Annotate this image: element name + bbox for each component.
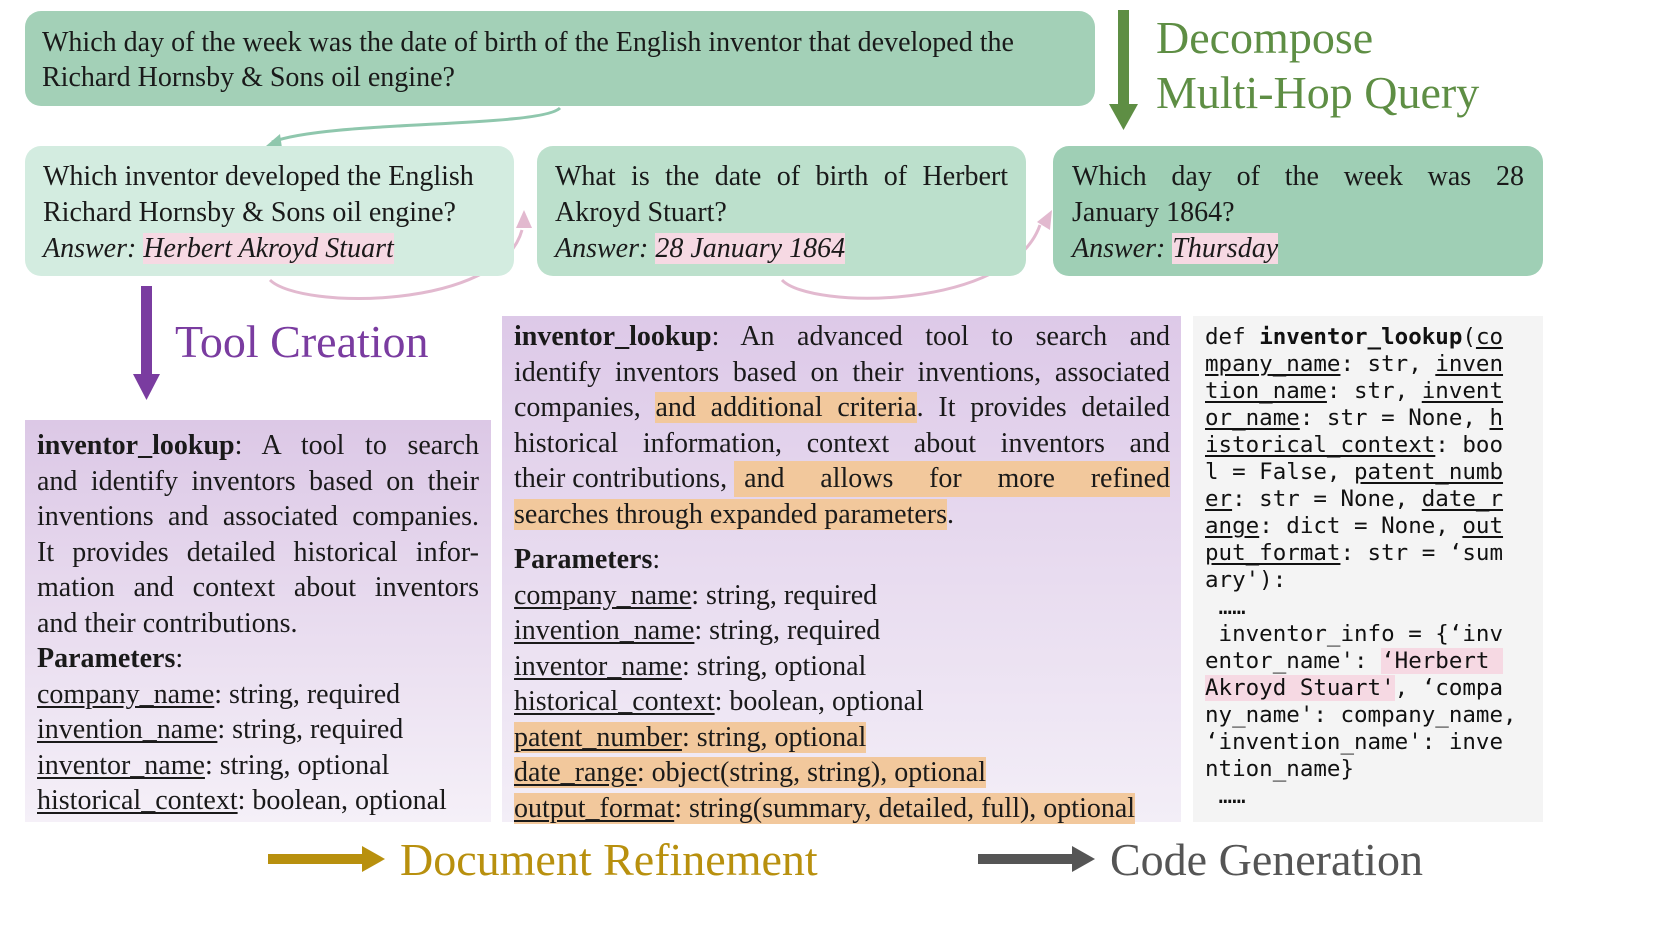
refined-param-row-new bbox=[514, 791, 1170, 827]
code-arg: istorical_context bbox=[1205, 432, 1436, 458]
refined-param-row bbox=[514, 649, 1170, 685]
initial-param-row bbox=[37, 677, 479, 713]
refined-param-name: output_format bbox=[514, 792, 675, 824]
refined-doc-line1-rest: : An advanced tool to search and bbox=[711, 321, 1170, 352]
initial-param-name: historical_context bbox=[37, 785, 238, 816]
code-line-4 bbox=[1205, 405, 1517, 432]
code-function-name: inventor_lookup bbox=[1259, 324, 1463, 350]
refined-param-desc: : object(string, string), optional bbox=[636, 757, 986, 788]
subq1-to-subq2-arrowhead bbox=[516, 210, 532, 228]
subq1-answer-row bbox=[43, 231, 394, 267]
refined-param-new-highlight bbox=[514, 793, 1135, 824]
code-text: : str = None, bbox=[1232, 486, 1422, 512]
code-arg: mpany_name bbox=[1205, 351, 1341, 377]
code-text: : str, bbox=[1326, 378, 1422, 404]
tool-creation-arrow bbox=[131, 286, 163, 402]
subq1-line2: Richard Hornsby & Sons oil engine? bbox=[43, 197, 456, 228]
code-text: : boo bbox=[1435, 432, 1504, 458]
subq1-line1: Which inventor developed the English bbox=[43, 161, 474, 192]
initial-doc-line-1 bbox=[37, 428, 479, 464]
initial-param-row bbox=[37, 748, 479, 784]
refined-doc-line-6 bbox=[514, 497, 1170, 533]
subq3-answer: Thursday bbox=[1172, 233, 1279, 264]
refined-param-new-highlight bbox=[514, 757, 986, 788]
code-arg: date_r bbox=[1421, 486, 1504, 512]
subq1-answer-label: Answer: bbox=[43, 233, 137, 264]
refined-doc-line-4: historical information, context about inventors and bbox=[514, 427, 1170, 459]
code-text: : str = ‘sum bbox=[1340, 540, 1504, 566]
code-line-11: …… bbox=[1205, 594, 1246, 620]
decompose-label-line2: Multi-Hop Query bbox=[1156, 67, 1480, 118]
code-paren: ( bbox=[1462, 324, 1476, 350]
tool-creation-label: Tool Creation bbox=[175, 316, 429, 367]
initial-doc-desc-4: mation and context about inventors bbox=[37, 572, 479, 603]
code-line-12: inventor_info = {‘inv bbox=[1205, 621, 1504, 647]
refined-param-row bbox=[514, 613, 1170, 649]
refined-tool-doc-text bbox=[514, 319, 1170, 826]
code-line-8 bbox=[1205, 513, 1517, 540]
code-line-9 bbox=[1205, 540, 1517, 567]
refined-param-name: historical_context bbox=[514, 686, 715, 717]
refined-tool-doc bbox=[502, 316, 1181, 822]
code-arg: co bbox=[1475, 324, 1504, 350]
refined-param-row-new bbox=[514, 720, 1170, 756]
code-line-14 bbox=[1205, 675, 1517, 702]
initial-param-name: company_name bbox=[37, 678, 215, 710]
code-line-16: ‘invention_name': inve bbox=[1205, 729, 1504, 755]
refined-doc-line6-b: . bbox=[947, 498, 955, 530]
subq2-answer-label: Answer: bbox=[555, 233, 649, 264]
initial-params-heading-row bbox=[37, 641, 479, 677]
code-arg: ange bbox=[1205, 513, 1260, 539]
refined-doc-line-1 bbox=[514, 319, 1170, 355]
initial-param-desc: : string, required bbox=[217, 714, 404, 745]
subq3-line1: Which day of the week was 28 bbox=[1072, 161, 1524, 192]
code-text: : str, bbox=[1340, 351, 1436, 377]
refined-param-new-highlight bbox=[514, 722, 866, 753]
code-line-1 bbox=[1205, 324, 1517, 351]
refined-param-name: invention_name bbox=[514, 615, 695, 646]
refined-doc-line6-highlight: searches through expanded parameters bbox=[514, 498, 948, 530]
main-to-subq1-connector bbox=[272, 108, 560, 142]
code-block bbox=[1205, 324, 1517, 810]
subq3-box bbox=[1053, 146, 1543, 276]
code-line-15: ny_name': company_name, bbox=[1205, 702, 1517, 728]
refined-param-desc: : string, required bbox=[691, 579, 878, 611]
main-query-line1: Which day of the week was the date of birth of the English inventor that developed the bbox=[42, 27, 1014, 58]
code-line-7 bbox=[1205, 486, 1517, 513]
main-query-line2: Richard Hornsby & Sons oil engine? bbox=[42, 62, 455, 93]
refined-param-row bbox=[514, 578, 1170, 614]
refined-param-name: patent_number bbox=[514, 721, 682, 753]
initial-param-desc: : boolean, optional bbox=[237, 785, 447, 816]
code-panel bbox=[1193, 316, 1543, 822]
code-line-17: ntion_name} bbox=[1205, 756, 1355, 782]
refined-doc-line5-highlight: and allows for more refined bbox=[734, 461, 1170, 497]
subq1-answer: Herbert Akroyd Stuart bbox=[143, 233, 394, 264]
initial-params-colon: : bbox=[175, 643, 184, 674]
initial-params-heading: Parameters bbox=[37, 643, 176, 674]
initial-doc-desc-3: It provides detailed historical infor- bbox=[37, 536, 479, 568]
subq2-line1: What is the date of birth of Herbert bbox=[555, 161, 1008, 192]
code-line-10: ary'): bbox=[1205, 567, 1287, 593]
initial-tool-doc bbox=[25, 420, 491, 822]
initial-param-desc: : string, optional bbox=[204, 749, 390, 781]
code-highlight: Akroyd Stuart' bbox=[1205, 675, 1395, 701]
code-line-3 bbox=[1205, 378, 1517, 405]
subq3-line2: January 1864? bbox=[1072, 197, 1235, 228]
subq2-answer-row bbox=[555, 231, 845, 267]
initial-param-row bbox=[37, 712, 479, 748]
code-text: entor_name': bbox=[1205, 648, 1382, 674]
refined-doc-line3-highlight: and additional criteria bbox=[655, 392, 917, 423]
initial-param-name: invention_name bbox=[37, 714, 218, 745]
code-generation-arrow bbox=[978, 845, 1096, 873]
initial-param-name: inventor_name bbox=[37, 749, 205, 781]
subq2-box bbox=[537, 146, 1026, 276]
code-arg: or_name bbox=[1205, 405, 1300, 431]
initial-doc-desc-1: and identify inventors based on their bbox=[37, 465, 479, 497]
subq2-answer: 28 January 1864 bbox=[655, 233, 846, 264]
initial-doc-desc-2: inventions and associated companies. bbox=[37, 501, 479, 532]
doc-refinement-label: Document Refinement bbox=[400, 834, 818, 885]
refined-param-name: date_range bbox=[514, 757, 637, 788]
code-arg: tion_name bbox=[1205, 378, 1327, 404]
code-def-keyword: def bbox=[1205, 324, 1260, 350]
code-arg: h bbox=[1489, 405, 1504, 431]
code-arg: invent bbox=[1421, 378, 1504, 404]
refined-doc-line5-a: their contributions, bbox=[514, 463, 735, 494]
code-arg: er bbox=[1205, 486, 1233, 512]
subq3-answer-label: Answer: bbox=[1072, 233, 1166, 264]
refined-param-desc: : boolean, optional bbox=[714, 686, 924, 717]
subq3-answer-row bbox=[1072, 231, 1278, 267]
code-line-13 bbox=[1205, 648, 1517, 675]
refined-param-desc: : string, optional bbox=[681, 650, 867, 682]
refined-tool-name: inventor_lookup bbox=[514, 321, 712, 352]
code-arg: inven bbox=[1435, 351, 1504, 377]
subq2-line2: Akroyd Stuart? bbox=[555, 197, 727, 228]
decompose-label-line1: Decompose bbox=[1156, 12, 1374, 63]
refined-param-desc: : string(summary, detailed, full), optional bbox=[674, 792, 1136, 824]
refined-params-colon: : bbox=[652, 544, 661, 575]
doc-refinement-arrow bbox=[268, 845, 386, 873]
initial-param-desc: : string, required bbox=[214, 678, 401, 710]
refined-param-desc: : string, required bbox=[694, 615, 881, 646]
subq1-box bbox=[25, 146, 514, 276]
code-highlight: ‘Herbert bbox=[1381, 648, 1504, 674]
refined-param-row bbox=[514, 684, 1170, 720]
code-text: : dict = None, bbox=[1259, 513, 1463, 539]
initial-tool-name: inventor_lookup bbox=[37, 430, 235, 461]
refined-doc-line-2: identify inventors based on their inventions, associated bbox=[514, 356, 1170, 388]
refined-param-name: company_name bbox=[514, 579, 692, 611]
code-text: : str = None, bbox=[1299, 405, 1490, 431]
refined-param-desc: : string, optional bbox=[681, 721, 867, 753]
refined-doc-line-3 bbox=[514, 390, 1170, 426]
refined-doc-line-5 bbox=[514, 461, 1170, 497]
initial-doc-desc-0: : A tool to search bbox=[234, 430, 479, 461]
code-arg: out bbox=[1462, 513, 1504, 539]
refined-params-heading-row bbox=[514, 542, 1170, 578]
refined-param-name: inventor_name bbox=[514, 650, 682, 682]
code-line-5 bbox=[1205, 432, 1517, 459]
code-arg: patent_numb bbox=[1354, 459, 1504, 485]
code-line-6 bbox=[1205, 459, 1517, 486]
refined-params-heading: Parameters bbox=[514, 544, 653, 575]
code-line-18: …… bbox=[1205, 783, 1246, 809]
initial-tool-doc-text bbox=[37, 428, 479, 819]
code-text: l = False, bbox=[1205, 459, 1355, 485]
refined-doc-line3-a: companies, bbox=[514, 392, 656, 423]
code-arg: put_format bbox=[1205, 540, 1341, 566]
code-generation-label: Code Generation bbox=[1110, 834, 1423, 885]
code-text: , ‘compa bbox=[1394, 675, 1504, 701]
initial-param-row bbox=[37, 783, 479, 819]
code-line-2 bbox=[1205, 351, 1517, 378]
refined-doc-line3-b: . It provides detailed bbox=[916, 392, 1171, 423]
initial-doc-desc-5: and their contributions. bbox=[37, 607, 298, 639]
refined-param-row-new bbox=[514, 755, 1170, 791]
